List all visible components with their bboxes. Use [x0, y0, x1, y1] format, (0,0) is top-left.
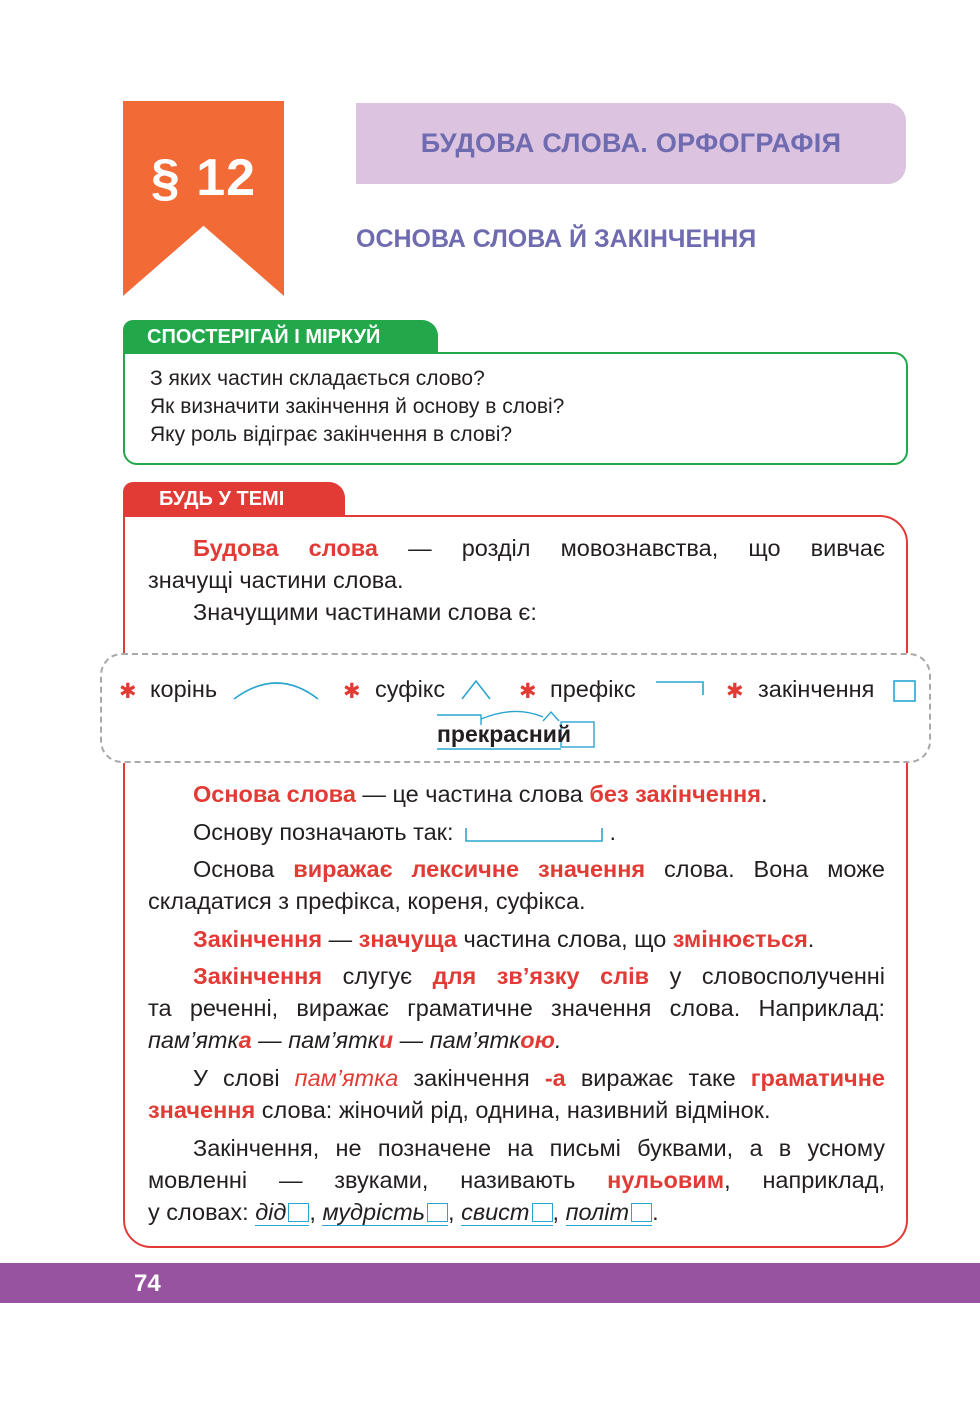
text: ,: [448, 1199, 462, 1225]
stem-mark-icon: [464, 826, 610, 844]
parts-intro: Значущими частинами слова є:: [193, 599, 537, 625]
suffix-mark-icon: [460, 677, 492, 703]
zero-ending-icon: [427, 1203, 448, 1222]
zero-ending-icon: [631, 1203, 652, 1222]
word-stem: пам’ятк: [288, 1027, 379, 1053]
example-word: [461, 1200, 552, 1226]
word-stem: пам’ятк: [148, 1027, 239, 1053]
ending-mark-icon: [893, 680, 917, 704]
page-number: 74: [134, 1270, 161, 1297]
term: Закінчення: [193, 926, 323, 952]
highlight: виражає лексичне значення: [293, 856, 646, 882]
text: ,: [552, 1199, 566, 1225]
term: Закінчення: [193, 963, 323, 989]
ending-example: [148, 1024, 885, 1056]
word: дід: [255, 1199, 287, 1225]
text: — розділ мовознавства, що вивчає: [377, 535, 885, 561]
theme-label: БУДЬ У ТЕМІ: [123, 482, 345, 516]
star-icon: ✱: [119, 680, 137, 703]
text: слугує: [322, 963, 433, 989]
question-1: З яких частин складається слово?: [150, 367, 485, 390]
word: свист: [461, 1199, 530, 1225]
highlight: -а: [544, 1065, 566, 1091]
stem-meaning-line2: складатися з префікса, кореня, суфікса.: [148, 888, 586, 914]
highlight: значення: [148, 1097, 256, 1123]
example-ending: ий: [542, 721, 572, 747]
example-word: [255, 1200, 309, 1226]
stem-notation: [148, 816, 885, 848]
part-root: корінь: [150, 676, 218, 702]
text: Основу позначають так:: [193, 819, 454, 845]
word: політ: [565, 1199, 630, 1225]
text: Основа: [193, 856, 294, 882]
text: виражає таке: [565, 1065, 751, 1091]
text: слова. Вона може: [645, 856, 886, 882]
highlight: для зв’язку слів: [432, 963, 650, 989]
text: частина слова, що: [456, 926, 673, 952]
question-2: Як визначити закінчення й основу в слові?: [150, 395, 565, 418]
observe-label: СПОСТЕРІГАЙ І МІРКУЙ: [123, 320, 438, 354]
example-word: пам’ятка: [294, 1065, 399, 1091]
zero-ending-icon: [288, 1203, 309, 1222]
highlight: граматичне: [750, 1065, 885, 1091]
word: мудрість: [322, 1199, 426, 1225]
text: у словах:: [148, 1199, 256, 1225]
part-ending: закінчення: [758, 676, 875, 702]
text: ,: [309, 1199, 323, 1225]
text: —: [393, 1027, 430, 1053]
ending-role-line2: та реченні, виражає граматичне значення слова. Наприклад:: [148, 995, 885, 1021]
text: — це частина слова: [355, 781, 590, 807]
zero-ending-line2: [148, 1164, 885, 1196]
word-ending: а: [238, 1027, 252, 1053]
highlight: змінюється: [672, 926, 808, 952]
text: .: [554, 1027, 562, 1053]
stem-meaning-line1: [148, 853, 885, 885]
prefix-mark-icon: [654, 680, 706, 698]
zero-ending-line3: [148, 1196, 885, 1228]
ending-role-line1: [148, 960, 885, 992]
text: .: [609, 819, 617, 845]
definition-paragraph: [148, 532, 885, 564]
term: Основа слова: [193, 781, 356, 807]
stem-definition: [148, 778, 885, 810]
definition-paragraph-line2: значущі частини слова.: [148, 567, 404, 593]
example-word: [322, 1200, 448, 1226]
example-word: [566, 1200, 653, 1226]
text: У слові: [193, 1065, 295, 1091]
grammar-meaning-line2: [148, 1094, 885, 1126]
chapter-title: БУДОВА СЛОВА. ОРФОГРАФІЯ: [356, 103, 906, 184]
grammar-meaning-line1: [148, 1062, 885, 1094]
example-stem: прекрасн: [437, 721, 543, 747]
text: мовленні — звуками, називають: [148, 1167, 608, 1193]
part-prefix: префікс: [550, 676, 636, 702]
text: .: [760, 781, 768, 807]
section-number: § 12: [150, 149, 257, 207]
star-icon: ✱: [519, 680, 537, 703]
text: у словосполученні: [649, 963, 885, 989]
word-ending: и: [378, 1027, 394, 1053]
term: Будова слова: [193, 535, 378, 561]
text: закінчення: [398, 1065, 545, 1091]
star-icon: ✱: [726, 680, 744, 703]
topic-title: ОСНОВА СЛОВА Й ЗАКІНЧЕННЯ: [356, 225, 757, 253]
question-3: Яку роль відіграє закінчення в слові?: [150, 423, 513, 446]
text: .: [652, 1199, 659, 1225]
highlight: без закінчення: [589, 781, 761, 807]
highlight: нульовим: [607, 1167, 725, 1193]
zero-ending-line1: Закінчення, не позначене на письмі буквами, а в усному: [193, 1135, 885, 1161]
root-mark-icon: [232, 677, 322, 703]
text: —: [251, 1027, 289, 1053]
word-ending: ою: [520, 1027, 555, 1053]
text: слова: жіночий рід, однина, називний відмінок.: [255, 1097, 771, 1123]
star-icon: ✱: [343, 680, 361, 703]
word-stem: пам’ятк: [429, 1027, 521, 1053]
ending-definition: [148, 923, 885, 955]
highlight: значуща: [358, 926, 457, 952]
zero-ending-icon: [532, 1203, 553, 1222]
text: .: [807, 926, 815, 952]
text: , наприклад,: [724, 1167, 885, 1193]
example-word: [437, 721, 571, 748]
part-suffix: суфікс: [375, 676, 446, 702]
text: —: [322, 926, 359, 952]
